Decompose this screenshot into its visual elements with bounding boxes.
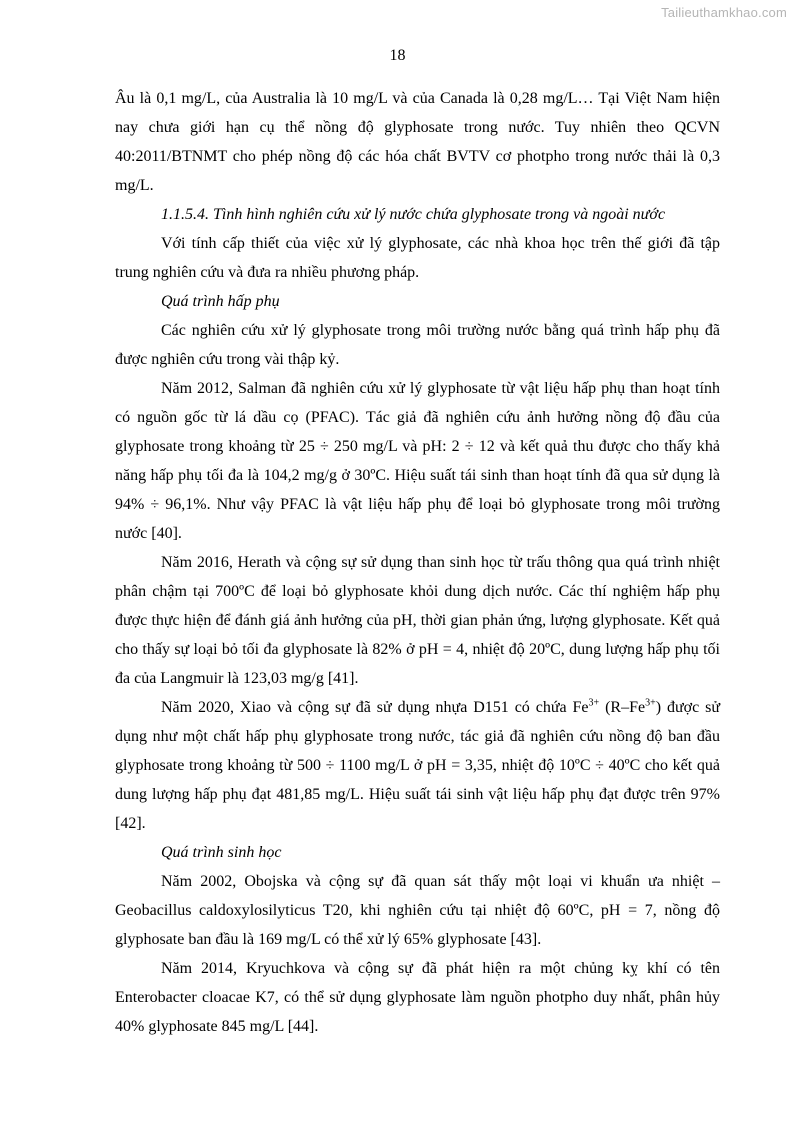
subsection-heading-adsorption: Quá trình hấp phụ <box>161 293 280 310</box>
text-run: Năm 2020, Xiao và cộng sự đã sử dụng nhựa D151 có chứa Fe <box>161 699 589 716</box>
paragraph: Năm 2012, Salman đã nghiên cứu xử lý glyphosate từ vật liệu hấp phụ than hoạt tính có nguồn gốc từ lá dầu cọ (PFAC). Tác giả đã nghiên cứu ảnh hưởng nồng độ đầu của glyphosate trong khoảng từ 25 ÷ 250 mg/L và pH: 2 ÷ 12 và kết quả thu được cho thấy khả năng hấp phụ tối đa là 104,2 mg/g ở 30ºC. Hiệu suất tái sinh than hoạt tính đã qua sử dụng là 94% ÷ 96,1%. Như vậy PFAC là vật liệu hấp phụ để loại bỏ glyphosate trong môi trường nước [40]. <box>115 380 720 542</box>
subsection-heading-biological: Quá trình sinh học <box>161 844 282 861</box>
text-run: ) được sử dụng như một chất hấp phụ glyphosate trong nước, tác giả đã nghiên cứu nồng độ ban đầu glyphosate trong khoảng từ 500 ÷ 1100 mg/L ở pH = 3,35, nhiệt độ 10ºC ÷ 40ºC cho kết quả dung lượng hấp phụ đạt 481,85 mg/L. Hiệu suất tái sinh vật liệu hấp phụ đạt được trên 97% [42]. <box>115 699 721 832</box>
section-heading: 1.1.5.4. Tình hình nghiên cứu xử lý nước chứa glyphosate trong và ngoài nước <box>161 206 666 223</box>
superscript: 3+ <box>588 697 600 709</box>
paragraph: Năm 2014, Kryuchkova và cộng sự đã phát hiện ra một chủng kỵ khí có tên Enterobacter cloacae K7, có thể sử dụng glyphosate làm nguồn photpho duy nhất, phân hủy 40% glyphosate 845 mg/L [44]. <box>115 960 720 1035</box>
paragraph: Năm 2002, Obojska và cộng sự đã quan sát thấy một loại vi khuẩn ưa nhiệt – Geobacillus caldoxylosilyticus T20, khi nghiên cứu tại nhiệt độ 60ºC, pH = 7, nồng độ glyphosate ban đầu là 169 mg/L có thể xử lý 65% glyphosate [43]. <box>115 873 720 948</box>
paragraph <box>115 693 720 838</box>
document-body <box>115 84 720 1041</box>
superscript: 3+ <box>645 697 656 709</box>
page-number: 18 <box>389 47 406 64</box>
paragraph: Năm 2016, Herath và cộng sự sử dụng than sinh học từ trấu thông qua quá trình nhiệt phân chậm tại 700ºC để loại bỏ glyphosate khỏi dung dịch nước. Các thí nghiệm hấp phụ được thực hiện để đánh giá ảnh hưởng của pH, thời gian phản ứng, lượng glyphosate. Kết quả cho thấy sự loại bỏ tối đa glyphosate là 82% ở pH = 4, nhiệt độ 20ºC, dung lượng hấp phụ tối đa của Langmuir là 123,03 mg/g [41]. <box>115 554 720 687</box>
text-run: (R–Fe <box>599 699 646 716</box>
paragraph: Âu là 0,1 mg/L, của Australia là 10 mg/L và của Canada là 0,28 mg/L… Tại Việt Nam hiện nay chưa giới hạn cụ thể nồng độ glyphosate trong nước. Tuy nhiên theo QCVN 40:2011/BTNMT cho phép nồng độ các hóa chất BVTV cơ photpho trong nước thải là 0,3 mg/L. <box>115 90 720 194</box>
watermark: Tailieuthamkhao.com <box>661 5 787 20</box>
paragraph: Các nghiên cứu xử lý glyphosate trong môi trường nước bằng quá trình hấp phụ đã được nghiên cứu trong vài thập kỷ. <box>115 322 720 368</box>
paragraph: Với tính cấp thiết của việc xử lý glyphosate, các nhà khoa học trên thế giới đã tập trung nghiên cứu và đưa ra nhiều phương pháp. <box>115 235 720 281</box>
